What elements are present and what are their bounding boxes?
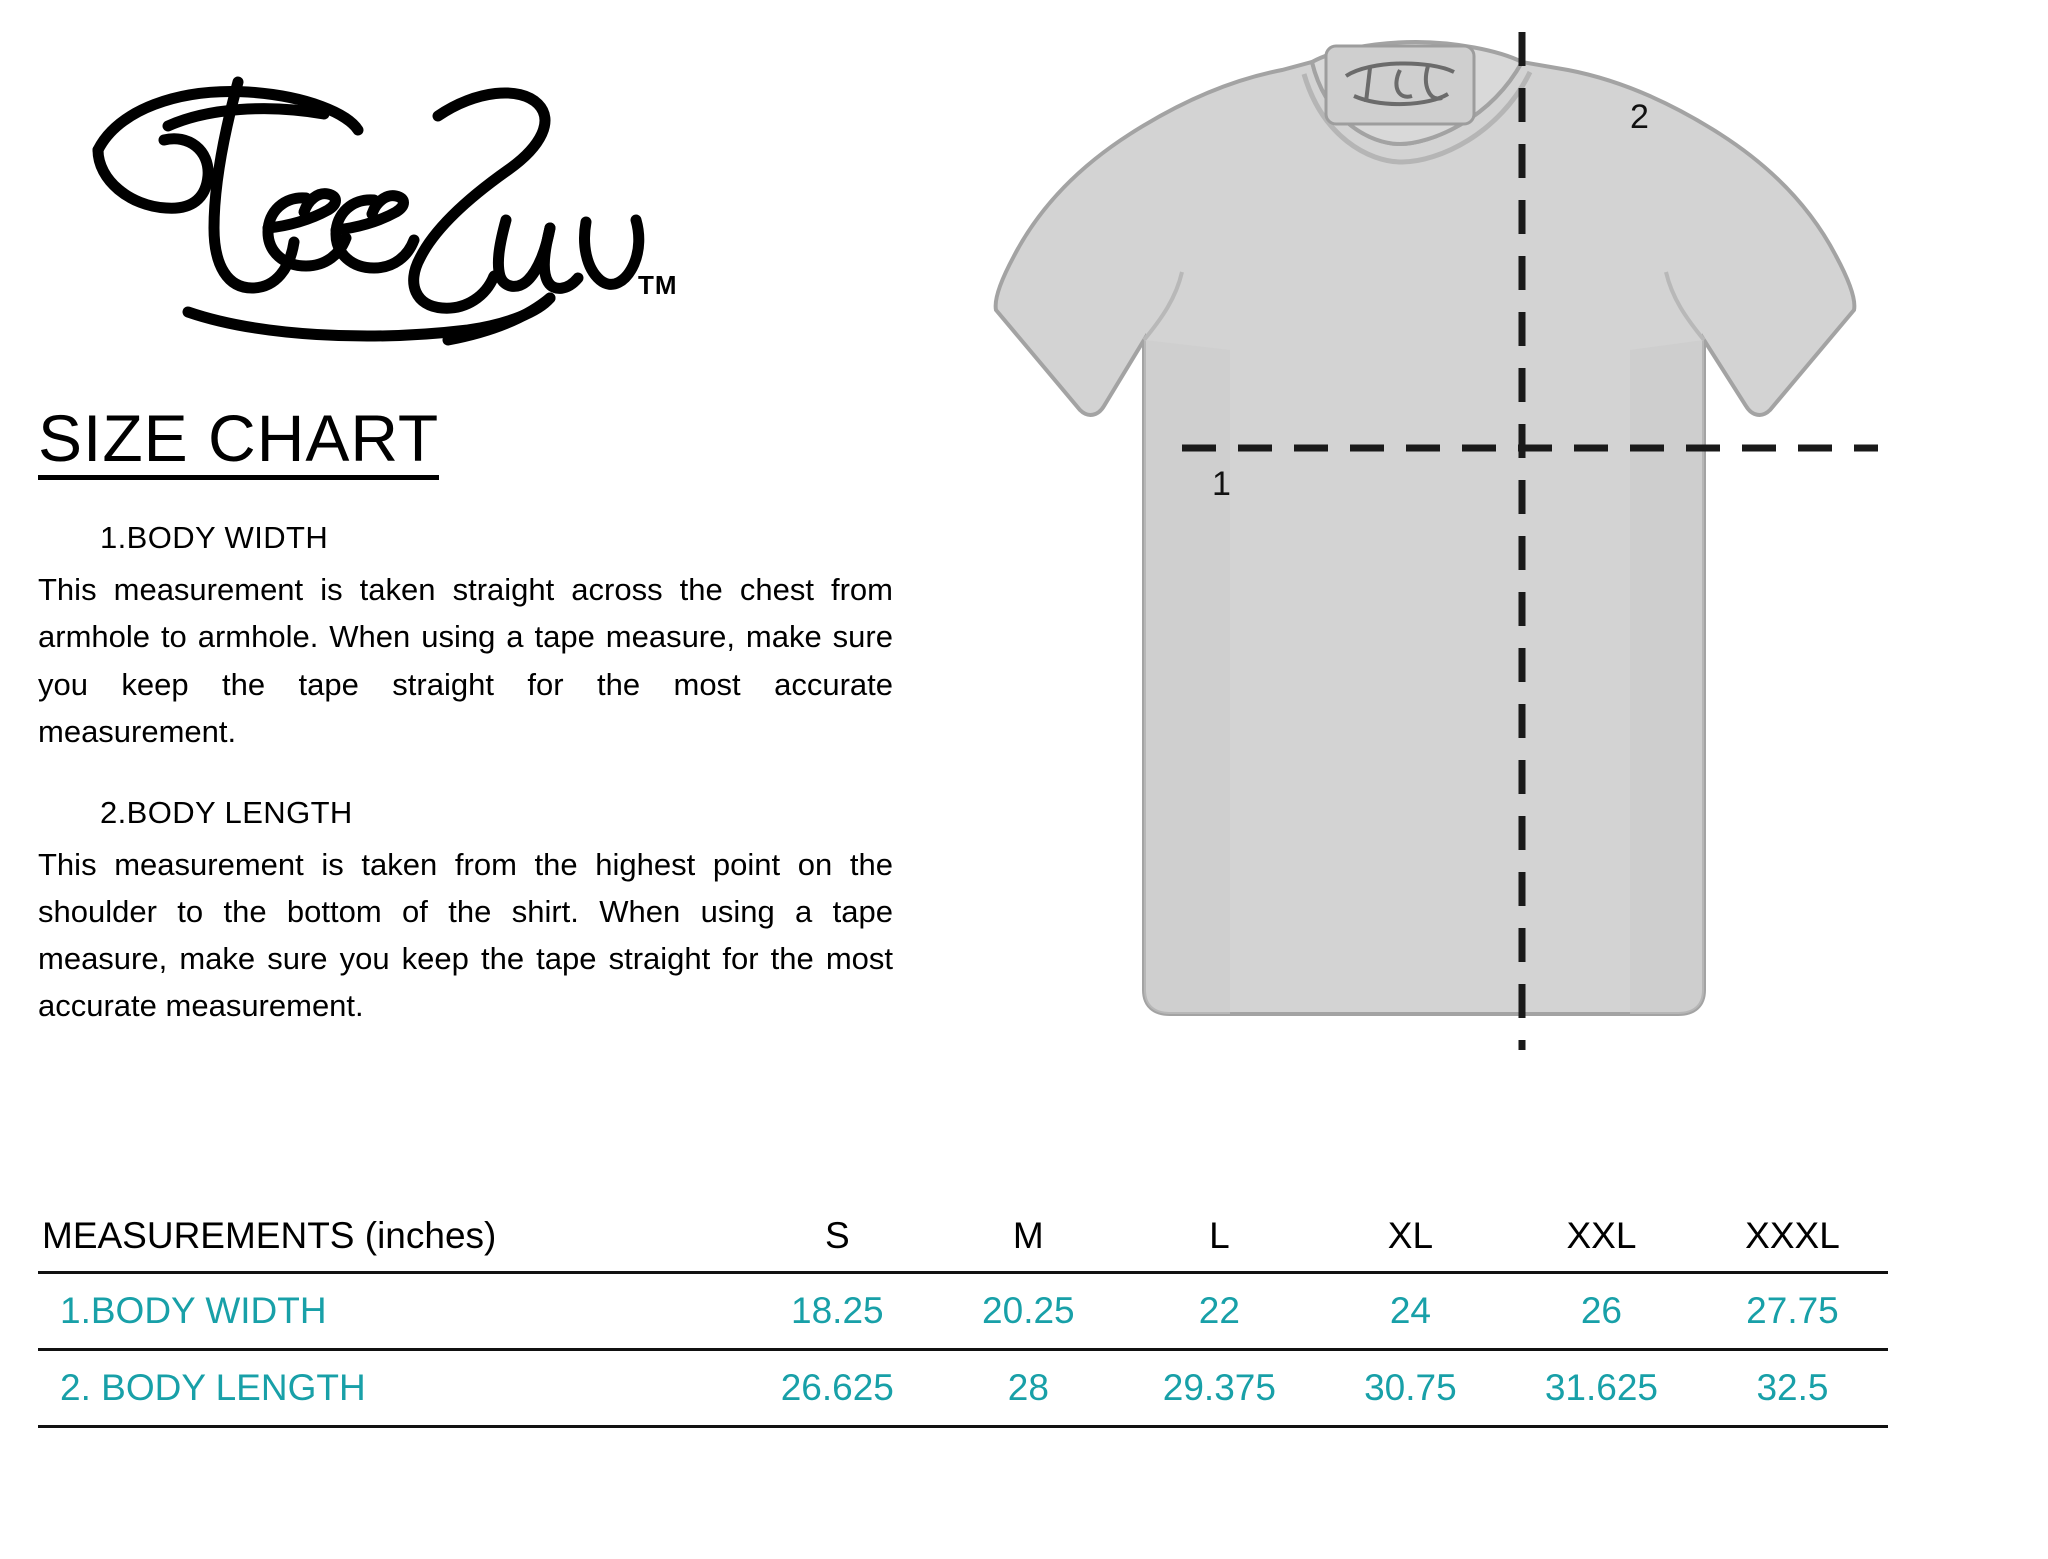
measurements-table-wrapper xyxy=(38,1215,1958,1428)
section-title-body-length: 2.BODY LENGTH xyxy=(100,794,353,830)
neck-tag-icon xyxy=(1326,46,1474,124)
column-header-s: S xyxy=(824,1215,850,1256)
cell-body-width-xxxl: 27.75 xyxy=(1746,1290,1839,1331)
page-title xyxy=(38,370,908,480)
section-text-body-width: This measurement is taken straight across the chest from armhole to armhole. When using a tape measure, make sure you keep the tape straight for the most accurate measurement. xyxy=(38,572,893,749)
cell-body-width-m: 20.25 xyxy=(982,1290,1075,1331)
column-header-l: L xyxy=(1209,1215,1230,1256)
cell-body-width-xxl: 26 xyxy=(1580,1290,1623,1331)
column-header-xl: XL xyxy=(1387,1215,1434,1256)
measurements-table xyxy=(38,1215,1888,1428)
table-row xyxy=(38,1273,1888,1350)
column-header-m: M xyxy=(1012,1215,1044,1256)
table-header-row xyxy=(38,1215,1888,1273)
cell-body-length-xxl: 31.625 xyxy=(1544,1367,1659,1408)
cell-body-length-l: 29.375 xyxy=(1162,1367,1276,1408)
table-row xyxy=(38,1350,1888,1427)
page-title-text: SIZE CHART xyxy=(38,404,439,480)
column-header-xxxl: XXXL xyxy=(1745,1215,1840,1256)
section-title-body-width: 1.BODY WIDTH xyxy=(100,520,329,556)
cell-body-width-xl: 24 xyxy=(1389,1290,1431,1331)
cell-body-length-m: 28 xyxy=(1007,1367,1049,1408)
column-header-xxl: XXL xyxy=(1566,1215,1637,1256)
cell-body-length-xxxl: 32.5 xyxy=(1756,1367,1829,1408)
cell-body-width-s: 18.25 xyxy=(791,1290,884,1331)
cell-body-length-xl: 30.75 xyxy=(1364,1367,1457,1408)
cell-body-width-l: 22 xyxy=(1198,1290,1240,1331)
cell-body-length-s: 26.625 xyxy=(780,1367,894,1408)
row-label-body-length: 2. BODY LENGTH xyxy=(60,1367,366,1408)
table-title: MEASUREMENTS (inches) xyxy=(42,1215,497,1256)
left-column xyxy=(38,30,908,1029)
row-label-body-width: 1.BODY WIDTH xyxy=(60,1290,327,1331)
section-text-body-length: This measurement is taken from the highest point on the shoulder to the bottom of the shirt. When using a tape measure, make sure you keep the tape straight for the most accurate measurement. xyxy=(38,846,893,1024)
dimension-label-2: 2 xyxy=(1630,98,1649,136)
shirt-diagram xyxy=(930,10,1930,1120)
teeluv-logo-icon xyxy=(38,30,658,360)
tshirt-illustration-icon xyxy=(930,10,1930,1120)
brand-logo xyxy=(38,30,678,370)
dimension-label-1: 1 xyxy=(1212,465,1231,503)
trademark-symbol: TM xyxy=(638,270,678,300)
